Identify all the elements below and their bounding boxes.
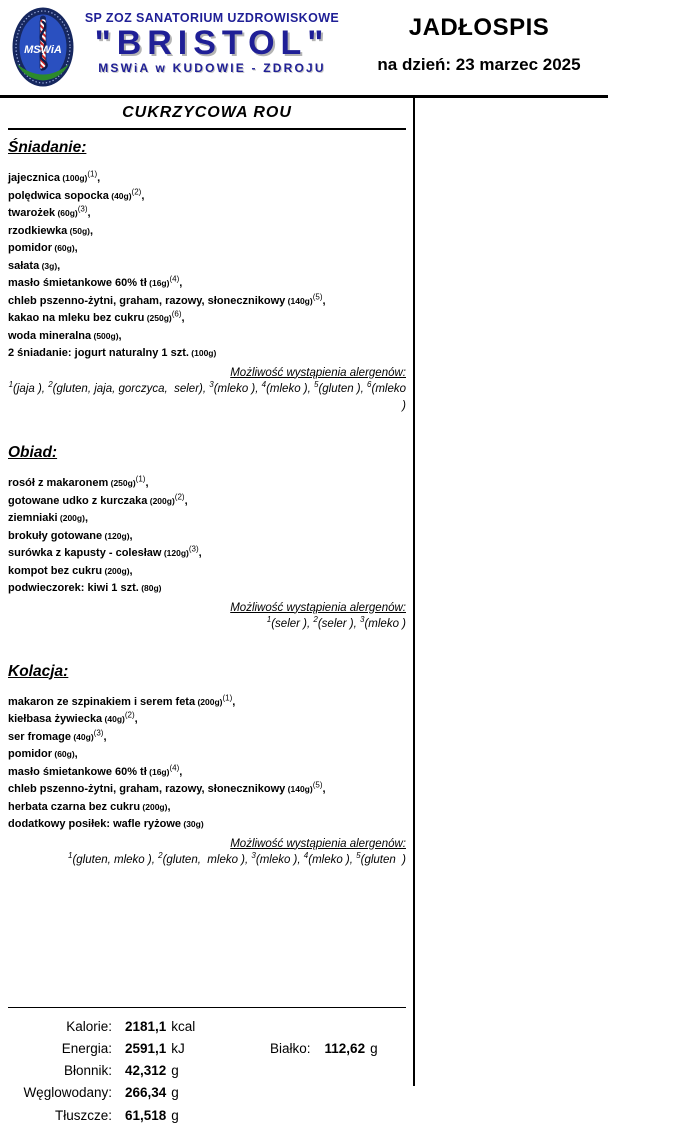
allergen-text: (gluten ),	[318, 383, 368, 395]
menu-item	[8, 493, 406, 511]
item-separator: ,	[181, 312, 185, 324]
allergen-ref: (5)	[312, 291, 323, 301]
item-name: pomidor	[8, 748, 52, 760]
menu-column	[8, 98, 410, 1127]
menu-item	[8, 258, 406, 276]
meal-items	[8, 170, 406, 363]
allergen-ref: (4)	[169, 274, 180, 284]
nutrition-row	[8, 1082, 406, 1104]
allergen-text: (seler ),	[271, 618, 314, 630]
item-grammage: (80g)	[138, 583, 162, 593]
menu-item	[8, 310, 406, 328]
menu-date: na dzień: 23 marzec 2025	[377, 55, 581, 74]
allergen-number: 1	[266, 615, 272, 625]
item-grammage: (140g)	[285, 784, 313, 794]
nutrition-value: 2181,1 kcal	[125, 1018, 196, 1034]
menu-item	[8, 563, 406, 581]
item-grammage: (60g)	[52, 243, 75, 253]
allergen-text: (mleko )	[371, 383, 410, 412]
allergen-number: 1	[68, 851, 73, 861]
item-name: dodatkowy posiłek: wafle ryżowe	[8, 818, 181, 830]
item-grammage: (40g)	[102, 714, 125, 724]
item-name: pomidor	[8, 242, 52, 254]
menu-item	[8, 746, 406, 764]
allergen-text: (mleko ),	[255, 854, 304, 866]
item-separator: ,	[118, 329, 122, 342]
item-name: ser fromage	[8, 730, 71, 743]
item-grammage: (250g)	[144, 313, 172, 323]
item-name: rosół z makaronem	[8, 477, 109, 489]
nutrition-row	[8, 1060, 406, 1082]
allergen-number: 3	[251, 851, 256, 861]
page-title: JADŁOSPIS	[408, 14, 550, 41]
item-separator: ,	[145, 477, 149, 489]
meal-section	[8, 139, 410, 414]
item-separator: ,	[74, 748, 78, 760]
allergen-number: 1	[8, 380, 14, 390]
item-separator: ,	[167, 800, 171, 813]
item-name: 2 śniadanie: jogurt naturalny 1 szt.	[8, 347, 189, 359]
mswia-badge-icon	[12, 7, 74, 87]
allergen-number: 4	[303, 851, 309, 861]
diet-title-rule	[8, 128, 406, 130]
item-grammage: (200g)	[195, 696, 223, 707]
allergen-list	[8, 616, 406, 633]
allergen-list	[8, 852, 406, 869]
menu-item	[8, 475, 406, 493]
allergen-number: 5	[314, 380, 319, 390]
allergen-number: 6	[367, 380, 372, 390]
item-grammage: (140g)	[285, 295, 313, 306]
item-name: gotowane udko z kurczaka	[8, 494, 148, 507]
protein-group	[270, 1038, 378, 1060]
mswia-logo	[12, 7, 74, 92]
column-divider	[413, 95, 415, 1086]
allergen-ref: (4)	[169, 762, 180, 772]
item-separator: ,	[141, 189, 145, 202]
menu-item	[8, 764, 406, 782]
allergen-ref: (2)	[124, 710, 135, 720]
menu-item	[8, 170, 406, 188]
item-grammage: (30g)	[181, 819, 204, 829]
item-grammage: (200g)	[140, 801, 168, 812]
aesculapius-staff-icon	[40, 16, 47, 71]
allergen-ref: (2)	[131, 186, 142, 196]
item-grammage: (100g)	[59, 173, 88, 183]
item-grammage: (3g)	[39, 260, 58, 271]
menu-item	[8, 816, 406, 834]
item-grammage: (200g)	[102, 565, 130, 576]
item-grammage: (16g)	[146, 278, 170, 288]
menu-item	[8, 275, 406, 293]
meal-items	[8, 475, 406, 598]
item-separator: ,	[134, 713, 138, 725]
menu-item	[8, 293, 406, 311]
allergen-ref: (3)	[77, 204, 88, 214]
item-name: sałata	[8, 259, 40, 272]
org-name-line2: MSWiA w KUDOWIE - ZDROJU	[98, 61, 326, 75]
allergen-ref: (5)	[312, 780, 323, 790]
nutrition-row	[8, 1038, 406, 1060]
menu-item	[8, 711, 406, 729]
allergen-number: 5	[356, 851, 361, 861]
item-name: podwieczorek: kiwi 1 szt.	[8, 582, 139, 594]
item-grammage: (500g)	[91, 330, 119, 341]
allergen-ref: (3)	[188, 544, 199, 554]
item-name: masło śmietankowe 60% tł	[8, 277, 147, 289]
menu-item	[8, 528, 406, 546]
item-separator: ,	[57, 259, 61, 272]
menu-item	[8, 240, 406, 258]
menu-item	[8, 781, 406, 799]
item-name: ziemniaki	[8, 512, 58, 524]
logo-text: MSWiA	[24, 44, 62, 56]
allergen-text: (gluten )	[360, 854, 406, 866]
item-grammage: (200g)	[147, 495, 175, 506]
item-separator: ,	[232, 695, 236, 708]
item-grammage: (60g)	[52, 749, 75, 759]
item-grammage: (60g)	[55, 208, 78, 218]
allergen-heading: Możliwość wystąpienia alergenów:	[230, 837, 406, 850]
protein-label: Białko:	[270, 1040, 311, 1056]
allergen-ref: (2)	[174, 491, 185, 501]
item-name: kompot bez cukru	[8, 564, 103, 577]
menu-item	[8, 510, 406, 528]
org-name-line1: SP ZOZ SANATORIUM UZDROWISKOWE	[84, 11, 340, 25]
item-separator: ,	[103, 730, 107, 743]
menu-item	[8, 799, 406, 817]
meal-heading: Kolacja:	[8, 662, 69, 680]
item-grammage: (100g)	[188, 348, 217, 358]
nutrition-label: Kalorie:	[66, 1018, 112, 1034]
item-separator: ,	[322, 294, 326, 307]
meal-heading: Obiad:	[8, 444, 58, 461]
meal-heading: Śniadanie:	[8, 139, 87, 156]
nutrition-value: 42,312 g	[125, 1063, 179, 1079]
meals-container	[8, 139, 410, 869]
meal-section	[8, 444, 406, 633]
item-separator: ,	[74, 242, 78, 254]
item-name: chleb pszenno-żytni, graham, razowy, słonecznikowy	[8, 294, 286, 307]
item-grammage: (120g)	[161, 548, 189, 558]
item-grammage: (40g)	[70, 731, 94, 742]
menu-item	[8, 345, 406, 363]
nutrition-value: 2591,1 kJ	[125, 1040, 185, 1056]
allergen-ref: (1)	[135, 474, 146, 484]
allergen-number: 2	[158, 851, 163, 861]
item-separator: ,	[87, 207, 91, 219]
item-name: brokuły gotowane	[8, 529, 103, 542]
meal-section	[8, 663, 406, 869]
item-separator: ,	[198, 547, 202, 559]
allergen-ref: (3)	[93, 727, 104, 737]
item-name: polędwica sopocka	[8, 189, 109, 202]
nutrition-value: 266,34 g	[125, 1085, 179, 1101]
allergen-text: (mleko ),	[308, 854, 357, 866]
allergen-ref: (1)	[87, 169, 98, 179]
allergen-text: (gluten, jaja, gorczyca, seler),	[52, 383, 210, 395]
item-name: kiełbasa żywiecka	[8, 713, 103, 725]
item-name: herbata czarna bez cukru	[8, 800, 141, 813]
nutrition-label: Energia:	[61, 1040, 112, 1056]
nutrition-label: Błonnik:	[63, 1063, 112, 1079]
allergen-text: (jaja ),	[13, 383, 49, 395]
meal-items	[8, 694, 406, 834]
allergen-number: 4	[261, 380, 267, 390]
allergen-text: (seler ),	[317, 618, 361, 630]
menu-item	[8, 729, 406, 747]
item-grammage: (250g)	[108, 478, 136, 488]
menu-item	[8, 545, 406, 563]
nutrition-rule	[8, 1007, 406, 1008]
item-separator: ,	[89, 224, 94, 237]
item-name: woda mineralna	[8, 329, 92, 342]
item-separator: ,	[97, 172, 101, 184]
allergen-heading: Możliwość wystąpienia alergenów:	[230, 366, 406, 379]
allergen-text: (gluten, mleko ),	[72, 854, 159, 866]
item-name: makaron ze szpinakiem i serem feta	[8, 695, 196, 708]
item-name: kakao na mleku bez cukru	[8, 312, 145, 324]
item-grammage: (16g)	[146, 766, 170, 777]
allergen-text: (gluten, mleko ),	[162, 854, 252, 866]
protein-value: 112,62 g	[324, 1040, 378, 1056]
item-separator: ,	[179, 765, 183, 778]
item-grammage: (200g)	[57, 513, 85, 523]
item-name: chleb pszenno-żytni, graham, razowy, słonecznikowy	[8, 783, 286, 795]
menu-item	[8, 188, 406, 206]
allergen-heading: Możliwość wystąpienia alergenów:	[230, 601, 406, 614]
menu-item	[8, 223, 406, 241]
item-separator: ,	[322, 783, 326, 795]
item-name: surówka z kapusty - colesław	[8, 547, 162, 559]
allergen-text: (mleko ),	[266, 383, 314, 395]
allergen-text: (mleko ),	[213, 383, 262, 395]
item-grammage: (40g)	[108, 190, 132, 201]
item-name: jajecznica	[8, 172, 60, 184]
allergen-ref: (6)	[171, 309, 182, 319]
allergen-number: 3	[360, 615, 365, 625]
allergen-text: (mleko )	[364, 618, 406, 630]
menu-item	[8, 328, 406, 346]
allergen-number: 2	[48, 380, 53, 390]
diet-title: CUKRZYCOWA ROU	[122, 104, 292, 121]
item-name: masło śmietankowe 60% tł	[8, 765, 147, 778]
nutrition-label: Tłuszcze:	[54, 1107, 112, 1123]
allergen-list	[8, 380, 410, 414]
allergen-number: 2	[313, 615, 318, 625]
item-separator: ,	[179, 277, 183, 289]
item-separator: ,	[129, 564, 133, 577]
allergen-ref: (1)	[222, 692, 233, 702]
menu-item	[8, 205, 406, 223]
item-separator: ,	[129, 529, 133, 542]
item-separator: ,	[184, 494, 188, 507]
item-name: rzodkiewka	[8, 224, 68, 237]
allergen-number: 3	[209, 380, 214, 390]
item-grammage: (50g)	[67, 225, 90, 236]
nutrition-row	[8, 1016, 406, 1038]
nutrition-label: Węglowodany:	[23, 1085, 112, 1101]
item-grammage: (120g)	[102, 530, 130, 541]
organization-block	[74, 11, 350, 75]
menu-header	[360, 14, 598, 75]
menu-item	[8, 580, 406, 598]
nutrition-value: 61,518 g	[125, 1107, 179, 1123]
nutrition-summary	[8, 1016, 406, 1127]
menu-item	[8, 694, 406, 712]
item-name: twarożek	[8, 207, 56, 219]
item-separator: ,	[84, 512, 88, 524]
org-brand-name: "BRISTOL"	[94, 24, 330, 62]
